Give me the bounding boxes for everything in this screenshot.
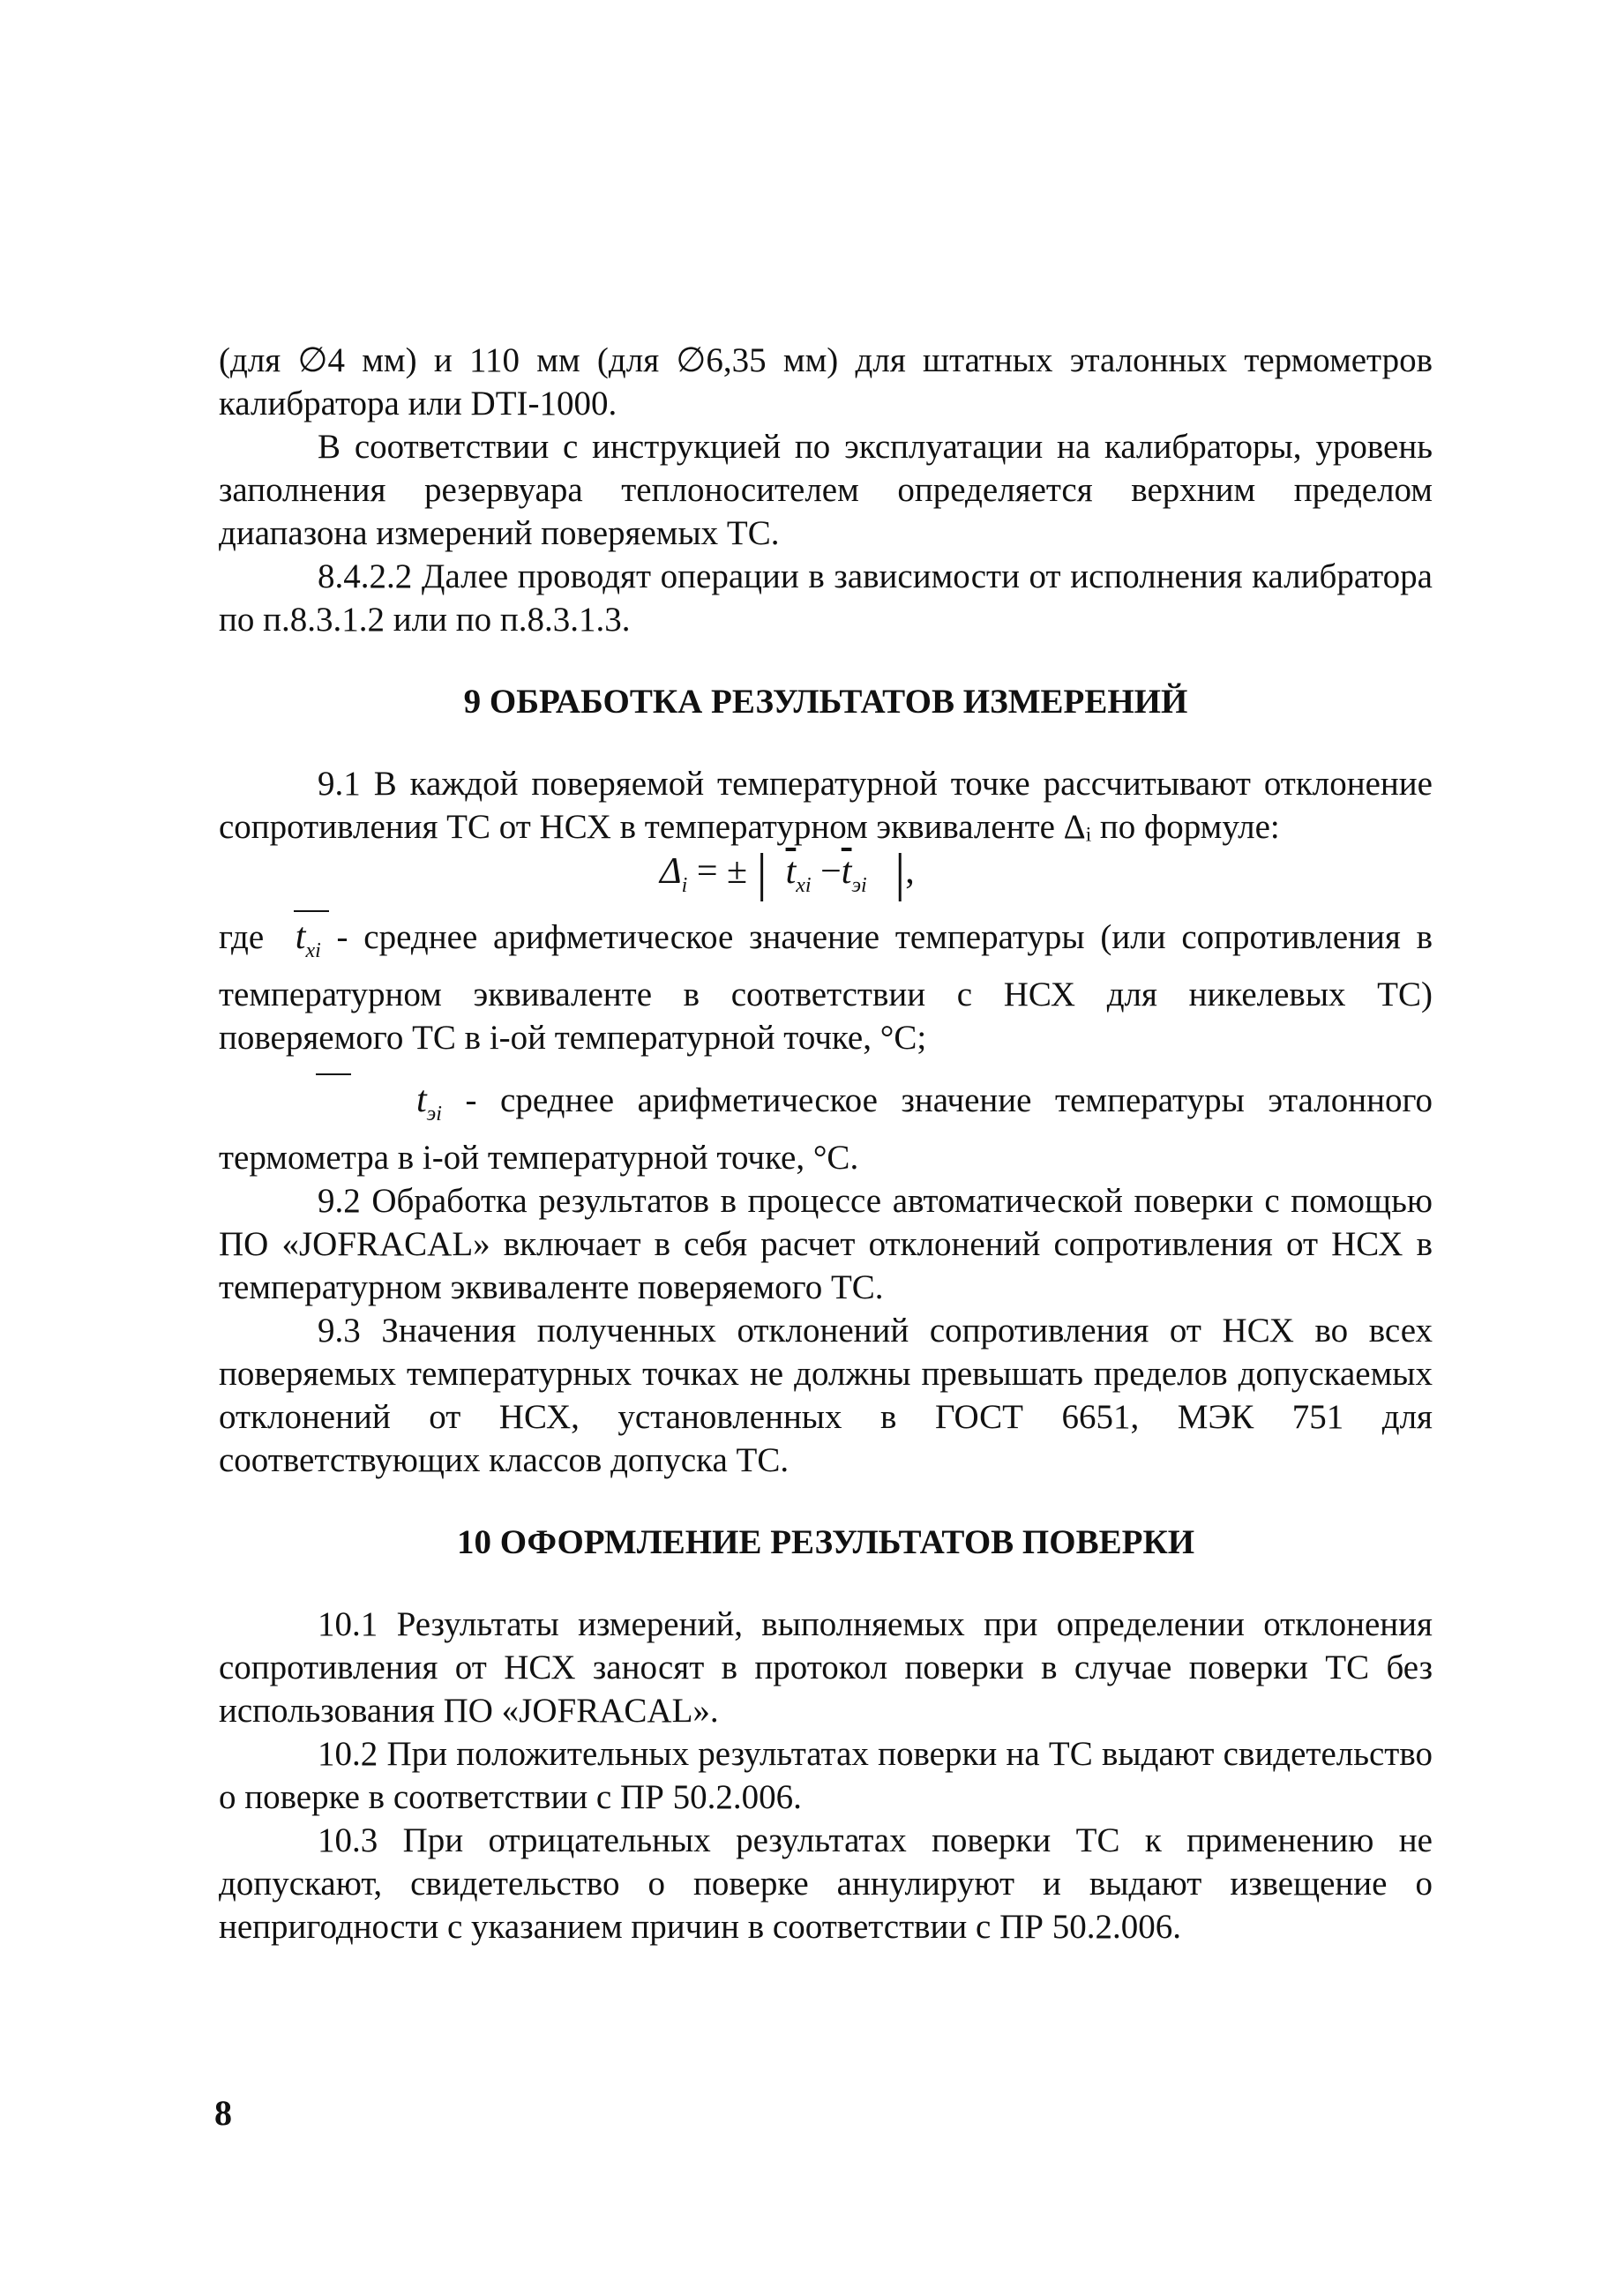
definition-t-x <box>219 916 1433 1059</box>
section-9-heading: 9 ОБРАБОТКА РЕЗУЛЬТАТОВ ИЗМЕРЕНИЙ <box>463 683 1188 721</box>
paragraph-continuation: (для ∅4 мм) и 110 мм (для ∅6,35 мм) для штатных эталонных термометров калибратора или DTI-1000. <box>219 341 1433 422</box>
paragraph-10-3: 10.3 При отрицательных результатах поверки ТС к применению не допускают, свидетельство о поверке аннулируют и выдают извещение о непригодности с указанием причин в соответствии с ПР 50.2.006. <box>219 1821 1433 1946</box>
formula-t-x: $\overline{t}$ <box>785 851 797 892</box>
formula-delta-sub: i <box>681 874 688 897</box>
paragraph-9-1: 9.1 В каждой поверяемой температурной точке рассчитывают отклонение сопротивления ТС от НСХ в температурном эквиваленте Δᵢ по формуле: <box>219 765 1433 846</box>
definition-t-e-symbol: $t_{эi}$ <box>318 1079 442 1136</box>
paragraph-9-3: 9.3 Значения полученных отклонений сопротивления от НСХ во всех поверяемых температурных точках не должны превышать пределов допускаемых отклонений от НСХ, установленных в ГОСТ 6651, МЭК 751 для соответствующих классов допуска ТС. <box>219 1312 1433 1479</box>
definition-t-e-text: - среднее арифметическое значение температуры эталонного термометра в i-ой температурной точке, °С. <box>219 1081 1433 1177</box>
paragraph-10-2: 10.2 При положительных результатах поверки на ТС выдают свидетельство о поверке в соответствии с ПР 50.2.006. <box>219 1735 1433 1816</box>
formula-comma: , <box>905 851 915 892</box>
paragraph-8-4-2-2: 8.4.2.2 Далее проводят операции в зависимости от исполнения калибратора по п.8.3.1.2 или по п.8.3.1.3. <box>219 557 1433 639</box>
formula-t-x-sub: xi <box>796 874 812 897</box>
definition-t-e <box>219 1079 1433 1179</box>
definition-lead: где <box>219 918 265 956</box>
formula-deviation: $\Delta_i$ = ± | $\overline{t}_{xi} -\overline{t}_{эi}$ |, <box>660 843 915 901</box>
formula-t-e: $\overline{t}$ <box>841 851 852 892</box>
paragraph-10-1: 10.1 Результаты измерений, выполняемых при определении отклонения сопротивления от НСХ заносят в протокол поверки в случае поверки ТС без использования ПО «JOFRACAL». <box>219 1605 1433 1730</box>
definition-t-x-text: - среднее арифметическое значение температуры (или сопротивления в температурном эквиваленте в соответствии с НСХ для никелевых ТС) поверяемого ТС в i-ой температурной точке, °С; <box>219 918 1433 1057</box>
formula-delta: Δ <box>660 851 682 892</box>
definition-t-x-symbol: $t_{xi}$ <box>296 916 321 973</box>
formula-equals-pm: = ± <box>696 851 748 892</box>
paragraph-9-2: 9.2 Обработка результатов в процессе автоматической поверки с помощью ПО «JOFRACAL» включает в себя расчет отклонений сопротивления от НСХ в температурном эквиваленте поверяемого ТС. <box>219 1182 1433 1306</box>
document-page <box>219 339 1433 1948</box>
section-10-heading: 10 ОФОРМЛЕНИЕ РЕЗУЛЬТАТОВ ПОВЕРКИ <box>456 1523 1195 1561</box>
page-number: 8 <box>214 2093 232 2133</box>
formula-t-e-sub: эi <box>851 874 867 897</box>
paragraph-calibrator-fill-level: В соответствии с инструкцией по эксплуатации на калибраторы, уровень заполнения резервуара теплоносителем определяется верхним пределом диапазона измерений поверяемых ТС. <box>219 428 1433 552</box>
formula-minus: − <box>820 851 842 892</box>
